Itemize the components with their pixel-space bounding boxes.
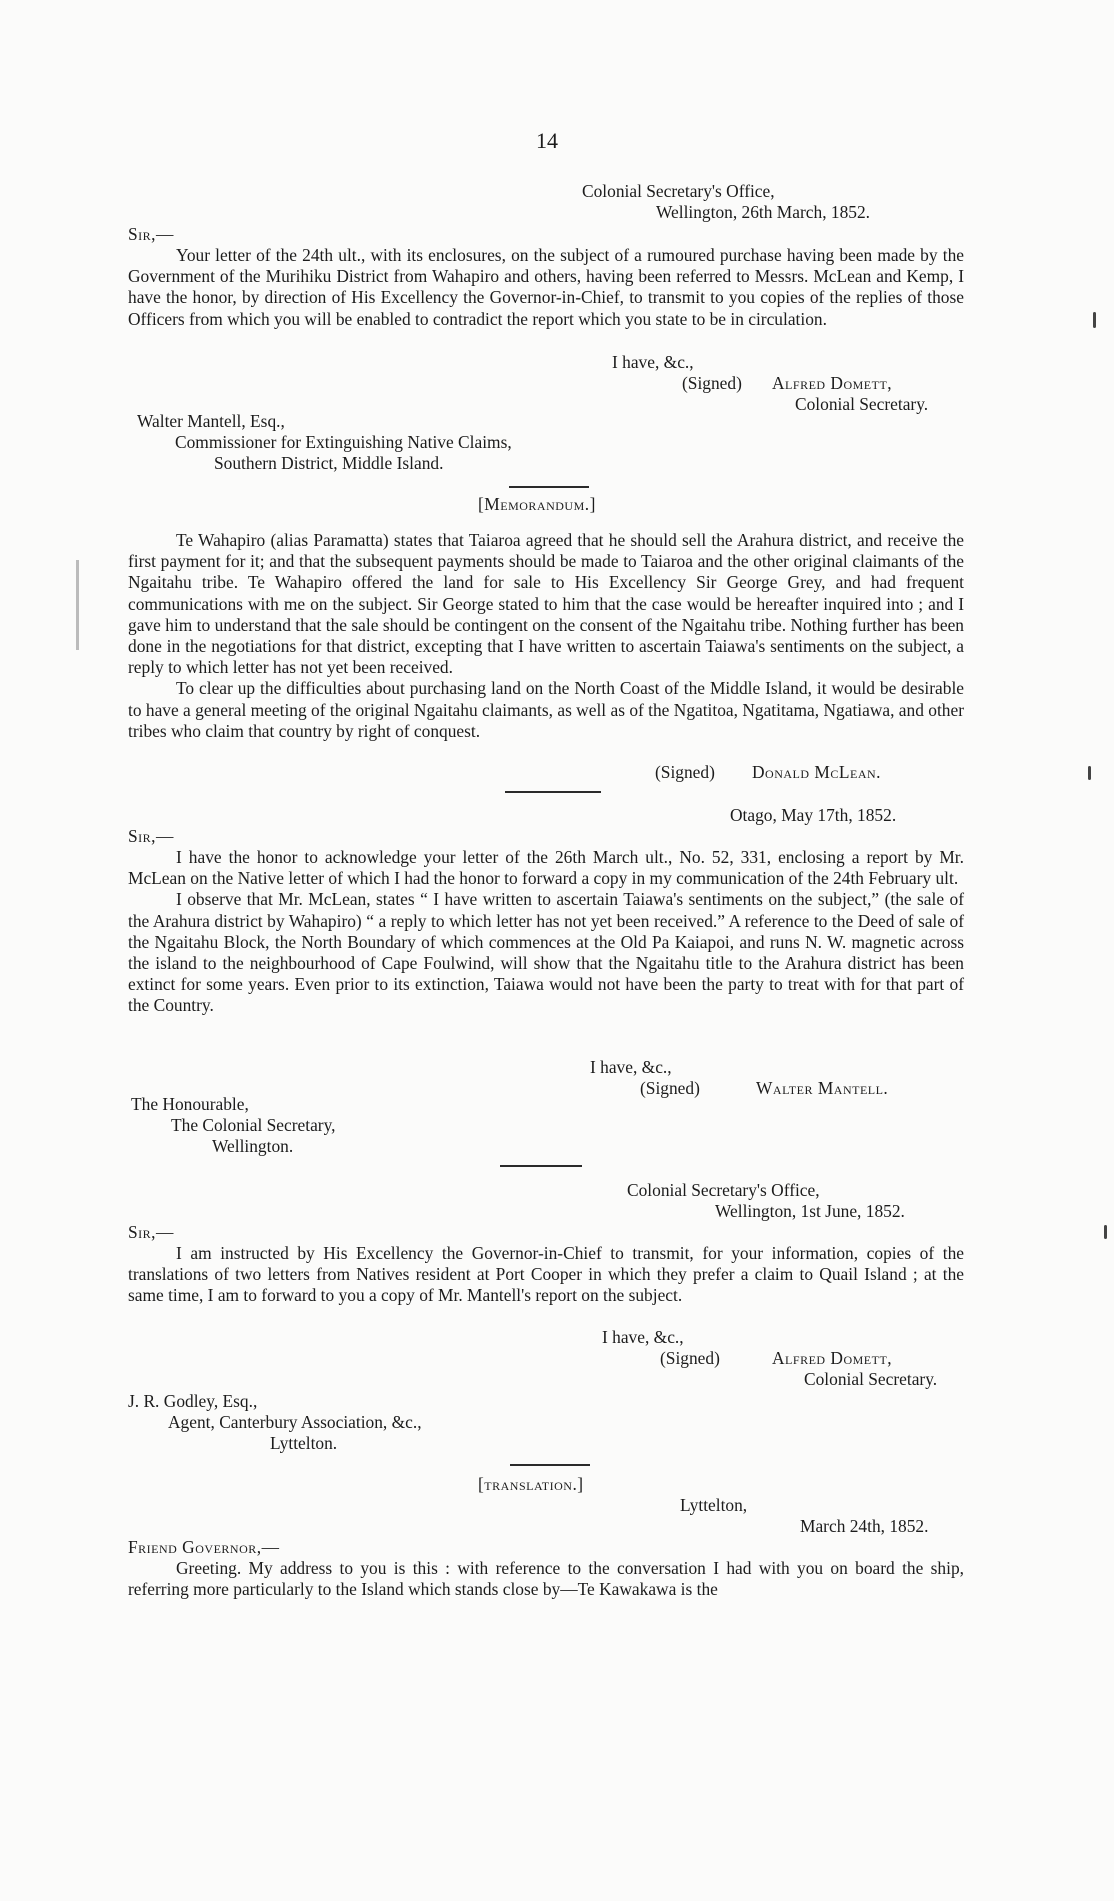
letter3-salutation: Sir,— <box>128 1222 174 1242</box>
letter1-closing: I have, &c., <box>612 352 694 372</box>
memorandum-signatory: Donald McLean. <box>752 762 882 782</box>
letter2-addressee-place: Wellington. <box>212 1136 294 1156</box>
letter1-office: Colonial Secretary's Office, <box>582 181 775 201</box>
letter3-addressee-role: Agent, Canterbury Association, &c., <box>168 1412 422 1432</box>
divider-2 <box>505 791 601 793</box>
letter1-addressee: Walter Mantell, Esq., <box>137 411 285 431</box>
divider-4 <box>510 1464 590 1466</box>
letter1-addressee-place: Southern District, Middle Island. <box>214 453 444 473</box>
translation-heading: [translation.] <box>478 1474 584 1494</box>
translation-place: Lyttelton, <box>680 1495 748 1515</box>
letter1-addressee-role: Commissioner for Extinguishing Native Claims, <box>175 432 512 452</box>
translation-body-text: Greeting. My address to you is this : with reference to the conversation I had with you on board the ship, referring more particularly to the Island which stands close by—Te Kawakawa is the <box>128 1558 964 1600</box>
letter1-title: Colonial Secretary. <box>795 394 929 414</box>
letter1-body <box>128 245 964 330</box>
letter3-body <box>128 1243 964 1307</box>
translation-salutation: Friend Governor,— <box>128 1537 280 1557</box>
letter3-office: Colonial Secretary's Office, <box>627 1180 820 1200</box>
letter1-body-text: Your letter of the 24th ult., with its enclosures, on the subject of a rumoured purchase having been made by the Government of the Murihiku District from Wahapiro and others, having been referred to Messrs. McLean and Kemp, I have the honor, by direction of His Excellency the Governor-in-Chief, to transmit to you copies of the replies of those Officers from which you will be enabled to contradict the report which you state to be in circulation. <box>128 245 964 329</box>
margin-mark <box>1093 312 1096 328</box>
letter2-body <box>128 847 964 1017</box>
letter2-addressee-role: The Colonial Secretary, <box>171 1115 336 1135</box>
page-number: 14 <box>536 128 558 153</box>
letter2-salutation: Sir,— <box>128 826 174 846</box>
translation-date: March 24th, 1852. <box>800 1516 929 1536</box>
memorandum-body <box>128 530 964 742</box>
memorandum-para2: To clear up the difficulties about purchasing land on the North Coast of the Middle Island, it would be desirable to have a general meeting of the original Ngaitahu claimants, as well as of the Ngatitoa, Ngatitama, Ngatiawa, and other tribes who claim that country by right of conquest. <box>128 678 964 741</box>
letter3-place-date: Wellington, 1st June, 1852. <box>715 1201 905 1221</box>
letter2-para2: I observe that Mr. McLean, states “ I have written to ascertain Taiawa's sentiments on the subject,” (the sale of the Arahura district by Wahapiro) “ a reply to which letter has not yet been received.” A reference to the Deed of sale of the Ngaitahu Block, the North Boundary of which commences at the Old Pa Kaiapoi, and runs N. W. magnetic across the island to the neighbourhood of Cape Foulwind, will show that the Ngaitahu title to the Arahura district has been extinct for some years. Even prior to its extinction, Taiawa would not have been the party to treat with for that part of the Country. <box>128 889 964 1016</box>
letter2-signed: (Signed) <box>640 1078 700 1098</box>
letter2-para1: I have the honor to acknowledge your letter of the 26th March ult., No. 52, 331, enclosing a report by Mr. McLean on the Native letter of which I had the honor to forward a copy in my communication of the 24th February ult. <box>128 847 964 889</box>
letter3-signatory: Alfred Domett, <box>772 1348 893 1368</box>
memorandum-heading: [Memorandum.] <box>478 494 596 514</box>
letter3-addressee: J. R. Godley, Esq., <box>128 1391 258 1411</box>
letter1-signed: (Signed) <box>682 373 742 393</box>
letter2-closing: I have, &c., <box>590 1057 672 1077</box>
margin-mark <box>1104 1225 1107 1239</box>
letter3-signed: (Signed) <box>660 1348 720 1368</box>
letter2-signatory: Walter Mantell. <box>756 1078 889 1098</box>
divider-3 <box>500 1165 582 1167</box>
letter3-body-text: I am instructed by His Excellency the Governor-in-Chief to transmit, for your information, copies of the translations of two letters from Natives resident at Port Cooper in which they prefer a claim to Quail Island ; at the same time, I am to forward to you a copy of Mr. Mantell's report on the subject. <box>128 1243 964 1306</box>
letter3-addressee-place: Lyttelton. <box>270 1433 338 1453</box>
letter3-title: Colonial Secretary. <box>804 1369 938 1389</box>
letter3-closing: I have, &c., <box>602 1327 684 1347</box>
memorandum-signed: (Signed) <box>655 762 715 782</box>
letter2-addressee: The Honourable, <box>131 1094 249 1114</box>
margin-scuff <box>76 560 79 650</box>
margin-mark <box>1088 766 1091 780</box>
memorandum-para1: Te Wahapiro (alias Paramatta) states that Taiaroa agreed that he should sell the Arahura district, and receive the first payment for it; and that the subsequent payments should be made to Taiaroa and the other original claimants of the Ngaitahu tribe. Te Wahapiro offered the land for sale to His Excellency Sir George Grey, and had frequent communications with me on the subject. Sir George stated to him that the case would be hereafter inquired into ; and I gave him to understand that the sale should be contingent on the consent of the Ngaitahu tribe. Nothing further has been done in the negotiations for that district, excepting that I have written to ascertain Taiawa's sentiments on the subject, a reply to which letter has not yet been received. <box>128 530 964 678</box>
letter2-place-date: Otago, May 17th, 1852. <box>730 805 897 825</box>
letter1-place-date: Wellington, 26th March, 1852. <box>656 202 871 222</box>
letter1-signatory: Alfred Domett, <box>772 373 893 393</box>
divider-1 <box>509 486 589 488</box>
letter1-salutation: Sir,— <box>128 224 174 244</box>
translation-body <box>128 1558 964 1600</box>
